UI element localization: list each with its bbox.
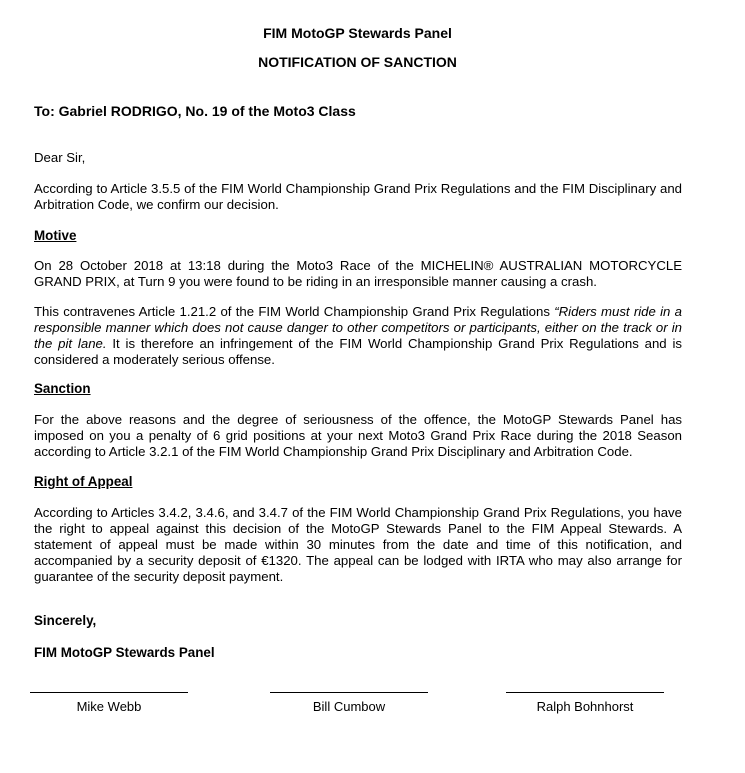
- recipient-line: To: Gabriel RODRIGO, No. 19 of the Moto3 Class: [34, 103, 356, 119]
- appeal-heading: Right of Appeal: [34, 474, 133, 489]
- motive-paragraph: On 28 October 2018 at 13:18 during the Moto3 Race of the MICHELIN® AUSTRALIAN MOTORCYCLE GRAND PRIX, at Turn 9 you were found to be riding in an irresponsible manner causing a crash.: [34, 258, 682, 289]
- signatory: FIM MotoGP Stewards Panel: [34, 645, 215, 660]
- intro-paragraph: According to Article 3.5.5 of the FIM World Championship Grand Prix Regulations and the FIM Disciplinary and Arbitration Code, we confirm our decision.: [34, 181, 682, 212]
- regulation-quote: “Riders must ride in a responsible manner which does not cause danger to other competitors or participants, either on the track or in the pit lane.: [34, 304, 682, 351]
- signature-block: [270, 692, 428, 714]
- motive-regulation-paragraph: [34, 304, 682, 368]
- motive-heading: Motive: [34, 228, 77, 243]
- document-subtitle: NOTIFICATION OF SANCTION: [258, 54, 457, 70]
- regulation-text-start: This contravenes Article 1.21.2 of the FIM World Championship Grand Prix Regulations: [34, 304, 555, 319]
- signature-line: [30, 692, 188, 693]
- signature-line: [270, 692, 428, 693]
- signature-block: [30, 692, 188, 714]
- appeal-paragraph: According to Articles 3.4.2, 3.4.6, and 3.4.7 of the FIM World Championship Grand Prix Regulations, you have the right to appeal against this decision of the MotoGP Stewards Panel to the FIM Appeal Stewards. A statement of appeal must be made within 30 minutes from the date and time of this notification, and accompanied by a security deposit of €1320. The appeal can be lodged with IRTA who may also arrange for guarantee of the security deposit payment.: [34, 505, 682, 584]
- signature-name: Mike Webb: [76, 699, 142, 714]
- signature-line: [506, 692, 664, 693]
- closing: Sincerely,: [34, 613, 97, 628]
- document-title: FIM MotoGP Stewards Panel: [263, 25, 452, 41]
- sanction-heading: Sanction: [34, 381, 91, 396]
- sanction-paragraph: For the above reasons and the degree of seriousness of the offence, the MotoGP Stewards Panel has imposed on you a penalty of 6 grid positions at your next Moto3 Grand Prix Race during the 2018 Season according to Article 3.2.1 of the FIM World Championship Grand Prix Disciplinary and Arbitration Code.: [34, 412, 682, 459]
- signature-name: Bill Cumbow: [312, 699, 386, 714]
- salutation: Dear Sir,: [34, 150, 86, 165]
- regulation-text-end: It is therefore an infringement of the FIM World Championship Grand Prix Regulations and is considered a moderately serious offense.: [34, 336, 682, 367]
- signature-name: Ralph Bohnhorst: [536, 699, 634, 714]
- signature-block: [506, 692, 664, 714]
